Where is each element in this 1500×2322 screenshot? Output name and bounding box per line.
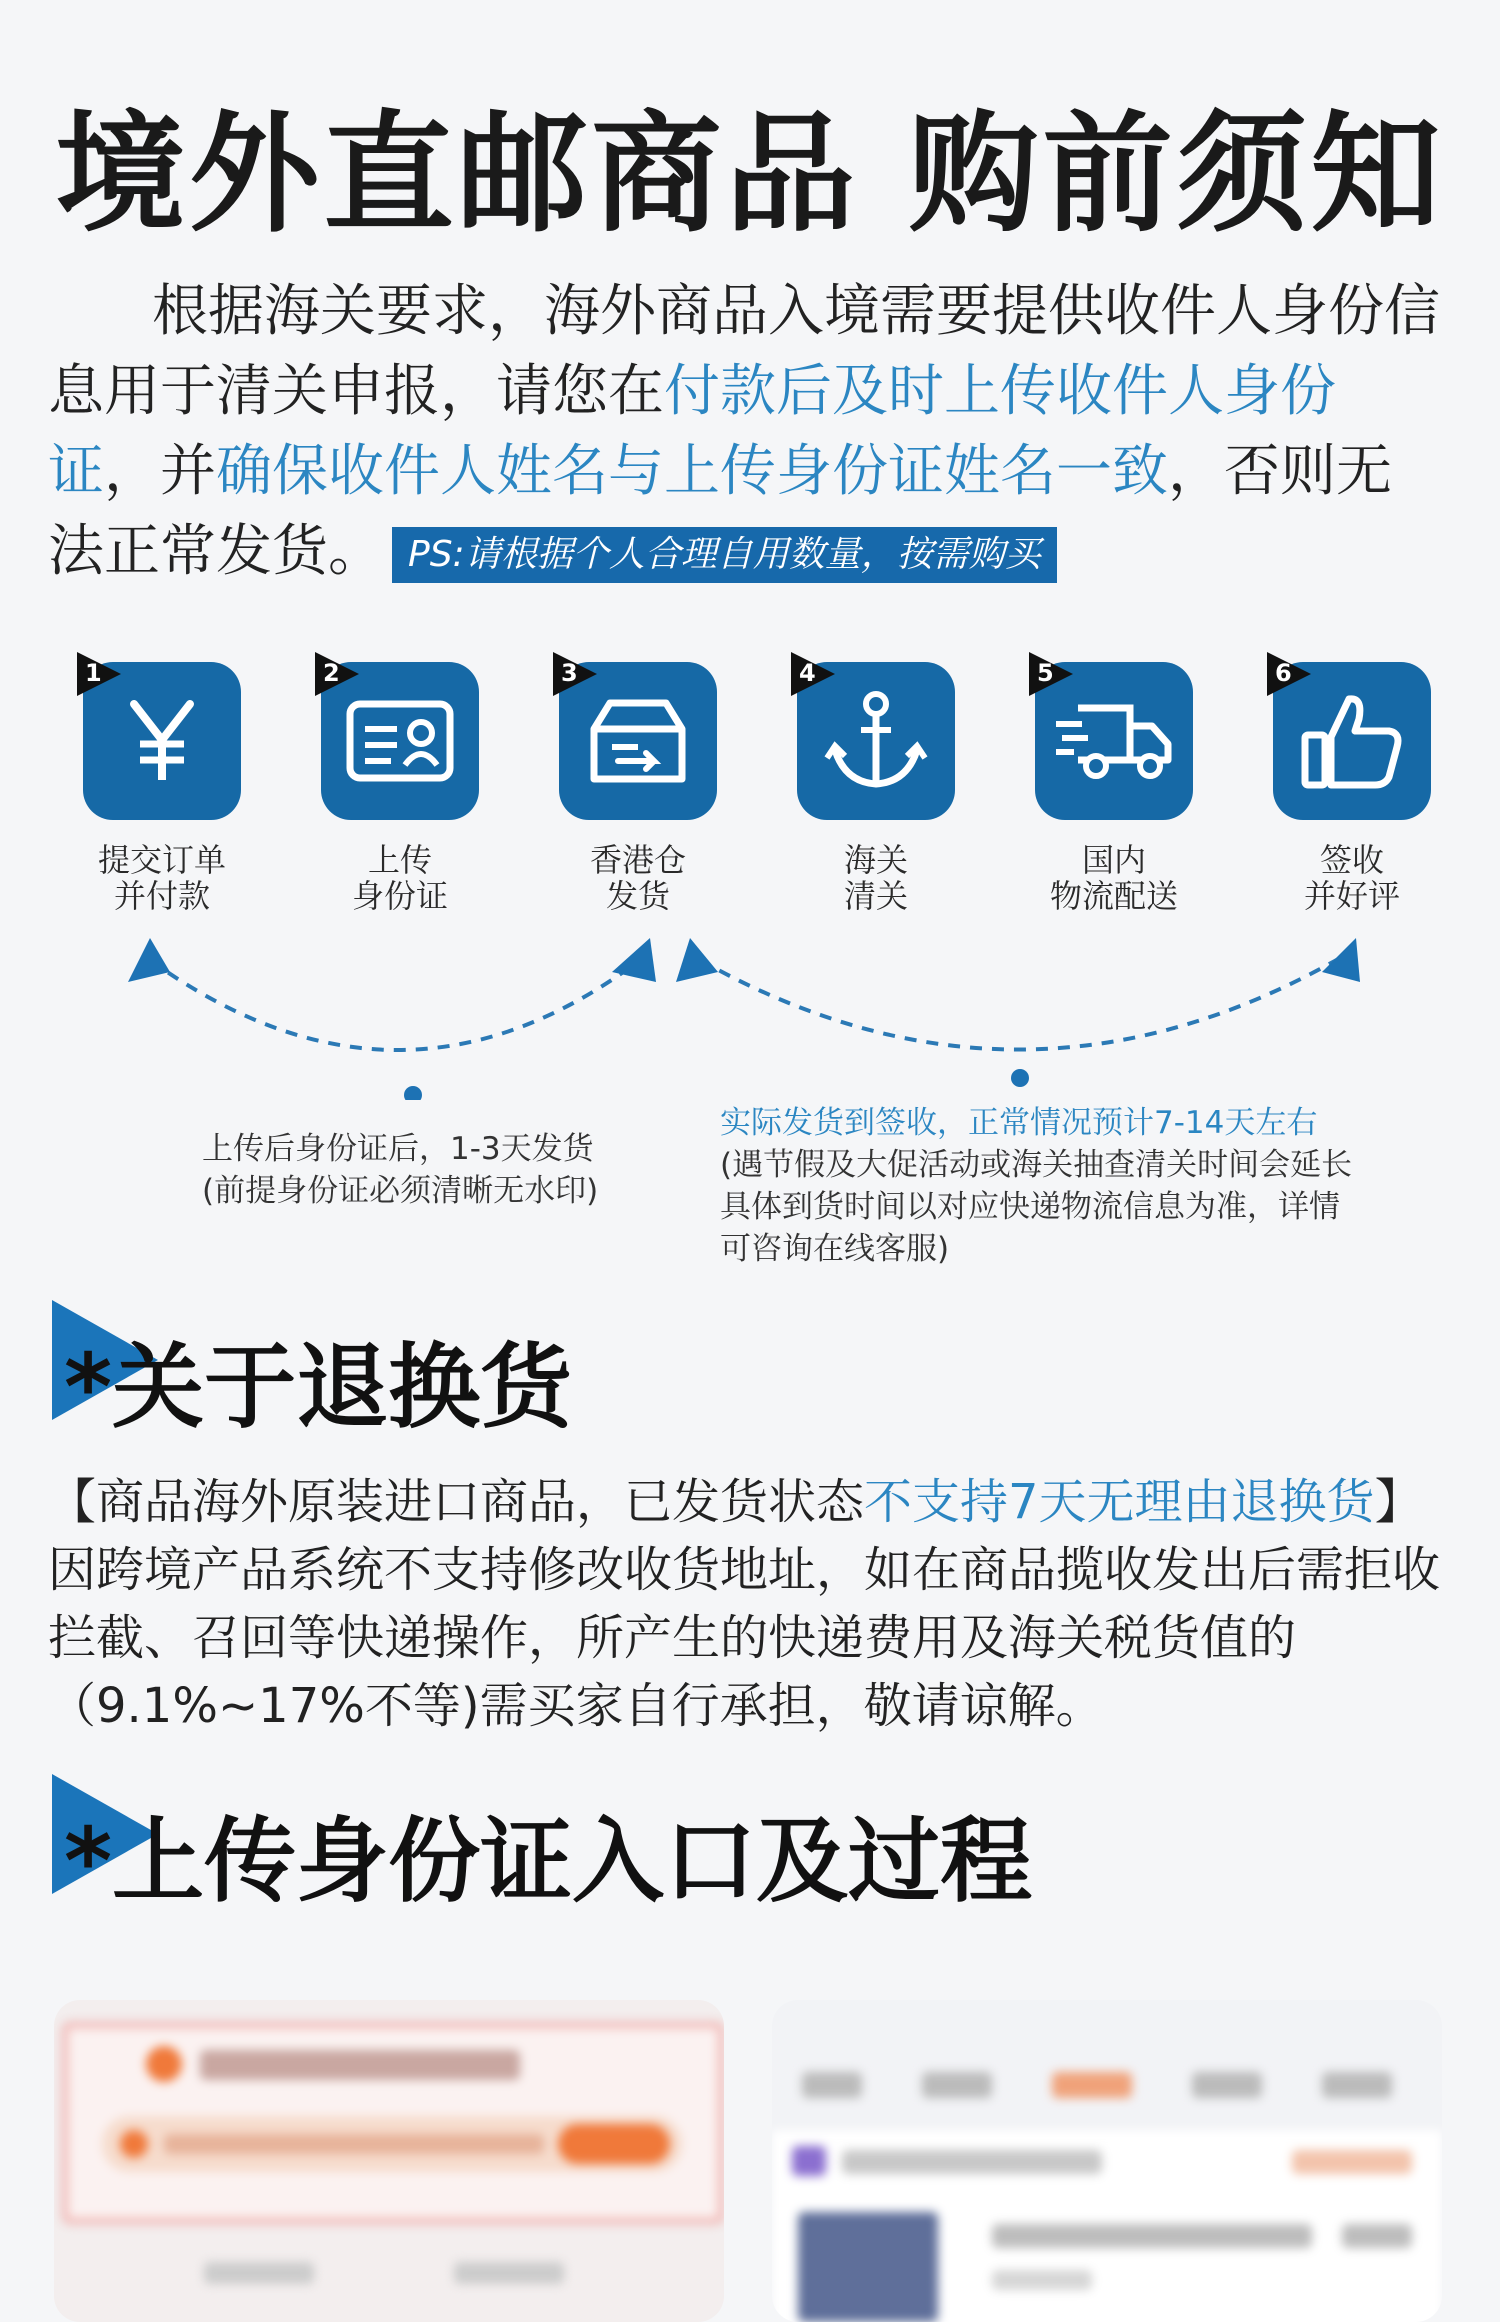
note-upload-shipping: 上传后身份证后，1-3天发货(前提身份证必须清晰无水印) (202, 1131, 599, 1209)
warehouse-box-icon (559, 659, 717, 820)
anchor-icon (797, 659, 955, 820)
returns-heading-text: *关于退换货 (64, 1334, 573, 1441)
step-4 (776, 659, 976, 915)
step-5 (1014, 659, 1214, 915)
returns-text-2: 】因跨境产品系统不支持修改收货地址，如在商品揽收发出后需拒收拦截、召回等快递操作，所产生的快递费用及海关税货值的（9.1%~17%不等)需买家自行承担，敬请谅解。 (48, 1474, 1441, 1734)
intro-text-2: ，并 (104, 439, 216, 504)
upload-screenshot-right (772, 2000, 1442, 2322)
step-number-badge: 3 (553, 652, 597, 696)
step-number-badge: 2 (315, 652, 359, 696)
step-2 (300, 659, 500, 915)
step-number-badge: 1 (77, 652, 121, 696)
step-label: 国内 物流配送 (1049, 841, 1178, 915)
page-title: 境外直邮商品 购前须知 (55, 98, 1445, 250)
intro-text-3: ，否则无法正常发货。 (48, 439, 1392, 584)
timeline-dot (1011, 1069, 1029, 1087)
returns-section-heading (48, 1300, 648, 1441)
upload-section-heading (48, 1774, 1048, 1915)
note-delivery-time (720, 1102, 1360, 1270)
truck-icon (1035, 659, 1193, 820)
yen-icon (83, 659, 241, 820)
thumbs-up-icon (1273, 659, 1431, 820)
arrow-head-icon (128, 938, 170, 982)
intro-highlight-name-match: 确保收件人姓名与上传身份证姓名一致 (216, 439, 1168, 504)
step-label: 上传 身份证 (351, 841, 448, 915)
step-label: 海关 清关 (843, 841, 908, 915)
step-number-badge: 4 (791, 652, 835, 696)
upload-heading-text: *上传身份证入口及过程 (64, 1808, 1033, 1915)
step-3 (538, 659, 738, 915)
step-label: 提交订单 并付款 (97, 841, 226, 915)
step-number-badge: 5 (1029, 652, 1073, 696)
intro-highlight-upload-id: 付款后及时上传收件人身份证 (48, 359, 1336, 504)
intro-paragraph (48, 272, 1440, 592)
step-label: 签收 并好评 (1303, 841, 1400, 915)
note-delivery-detail: (遇节假及大促活动或海关抽查清关时间会延长具体到货时间以对应快递物流信息为准，详情可咨询在线客服) (720, 1147, 1353, 1267)
arrow-head-icon (612, 938, 656, 982)
step-6 (1252, 659, 1452, 915)
note-delivery-highlight: 实际发货到签收，正常情况预计7-14天左右 (720, 1105, 1318, 1141)
timeline-dot (404, 1086, 422, 1100)
ps-badge: PS:请根据个人合理自用数量，按需购买 (392, 527, 1057, 583)
step-number-badge: 6 (1267, 652, 1311, 696)
arrow-head-icon (676, 938, 718, 982)
upload-screenshot-left (54, 2000, 724, 2322)
returns-paragraph (48, 1468, 1460, 1740)
returns-highlight: 不支持7天无理由退换货 (864, 1474, 1375, 1530)
intro-text-1: 根据海关要求，海外商品入境需要提供收件人身份信息用于清关申报，请您在 (48, 279, 1440, 424)
arrow-head-icon (1322, 938, 1360, 982)
returns-text-1: 【商品海外原装进口商品，已发货状态 (48, 1474, 865, 1530)
step-label: 香港仓 发货 (589, 841, 686, 915)
timeline-arcs (0, 920, 1500, 1100)
id-card-icon (321, 659, 479, 820)
step-1 (62, 659, 262, 915)
process-steps (0, 659, 1500, 922)
